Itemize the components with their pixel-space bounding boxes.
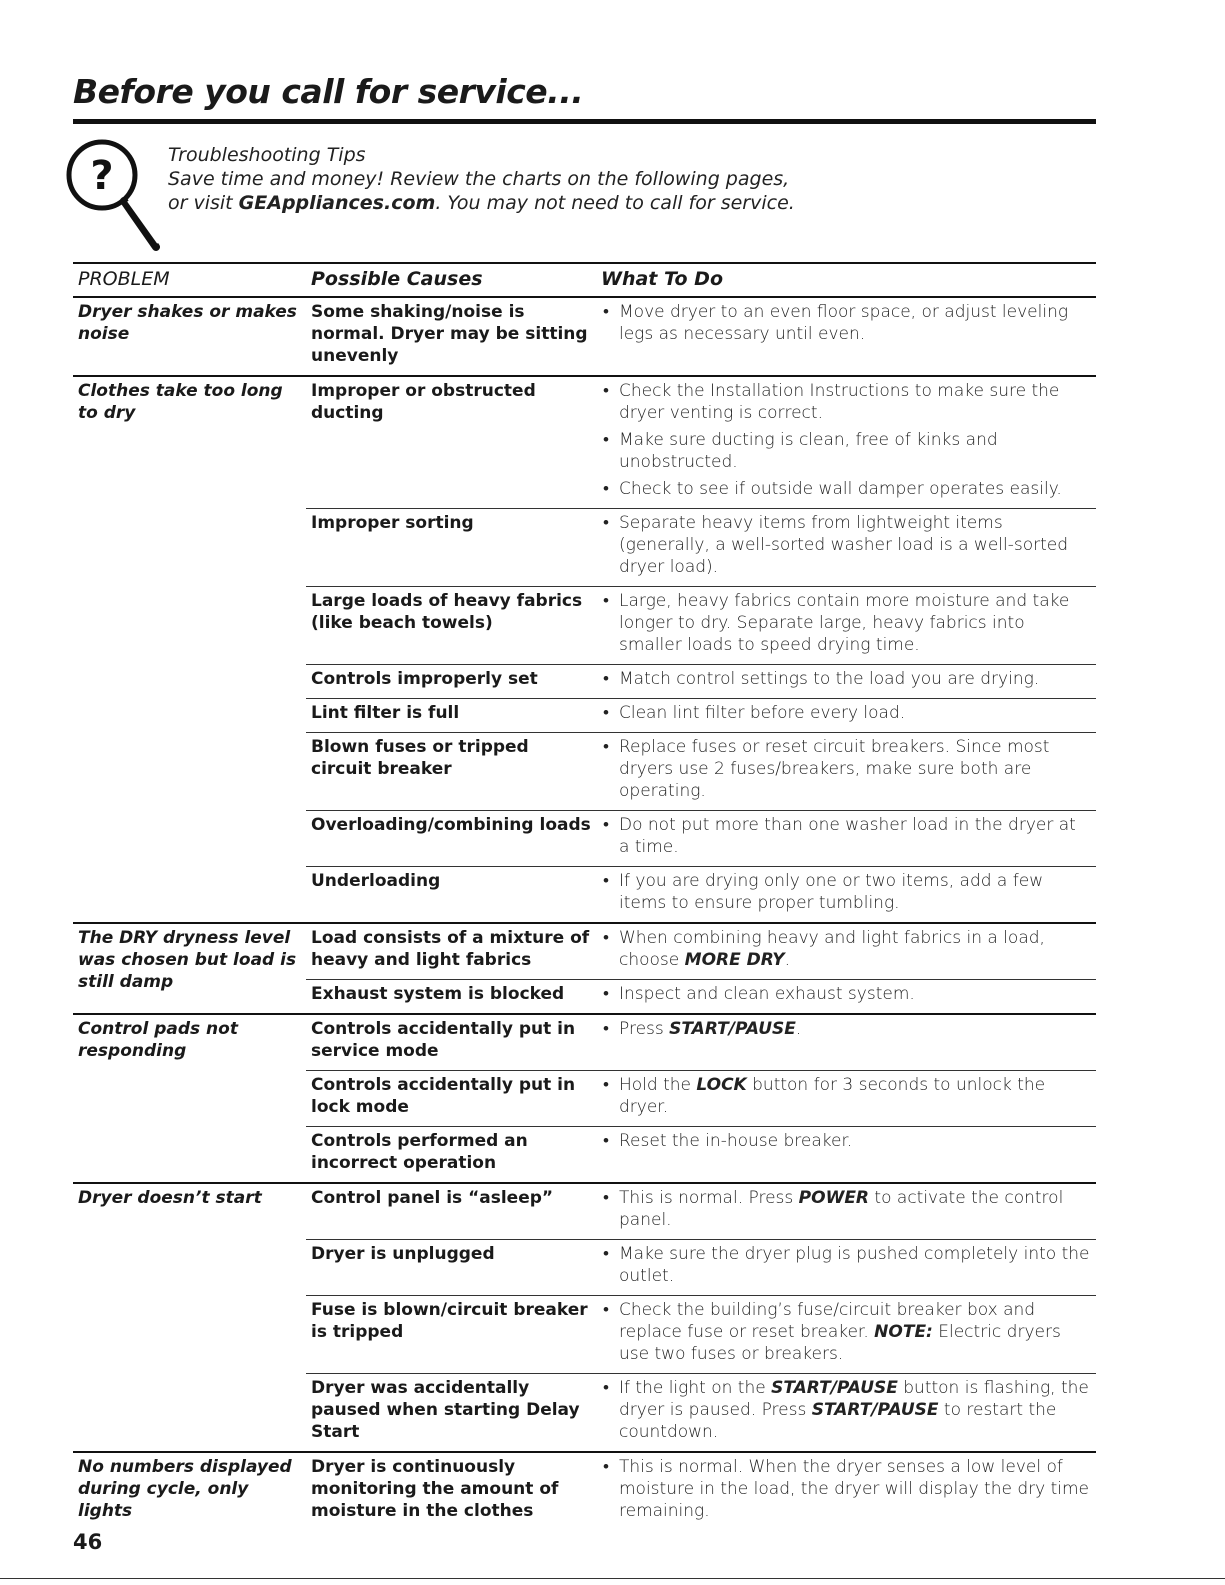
action-cell <box>596 587 1096 665</box>
action-cell <box>596 665 1096 699</box>
cause-cell: Overloading/combining loads <box>306 811 596 867</box>
cause-cell: Dryer is unplugged <box>306 1240 596 1296</box>
action-bullet: • When combining heavy and light fabrics in a load, choose MORE DRY. <box>601 927 1091 971</box>
action-cell <box>596 1127 1096 1184</box>
table-row <box>73 1014 1096 1071</box>
page-title: Before you call for service... <box>73 72 584 111</box>
page-number: 46 <box>73 1530 103 1554</box>
table-row <box>73 297 1096 376</box>
action-bullet: • Do not put more than one washer load in the dryer at a time. <box>601 814 1091 858</box>
emphasis-term: START/PAUSE <box>771 1378 898 1398</box>
cause-cell: Controls accidentally put in service mode <box>306 1014 596 1071</box>
table-row <box>73 1452 1096 1530</box>
cause-cell: Improper sorting <box>306 509 596 587</box>
cause-cell: Exhaust system is blocked <box>306 980 596 1015</box>
cause-cell: Large loads of heavy fabrics (like beach towels) <box>306 587 596 665</box>
column-header-causes: Possible Causes <box>306 263 596 297</box>
action-cell <box>596 811 1096 867</box>
table-row <box>73 923 1096 980</box>
problem-cell: Control pads not responding <box>73 1014 306 1183</box>
title-rule <box>73 119 1096 124</box>
cause-cell: Some shaking/noise is normal. Dryer may be sitting unevenly <box>306 297 596 376</box>
emphasis-term: NOTE: <box>874 1322 933 1342</box>
action-bullet: • Match control settings to the load you are drying. <box>601 668 1091 690</box>
intro-heading: Troubleshooting Tips <box>168 144 366 166</box>
action-bullet: • Make sure ducting is clean, free of kinks and unobstructed. <box>601 429 1091 473</box>
cause-cell: Controls performed an incorrect operation <box>306 1127 596 1184</box>
troubleshooting-intro <box>62 133 862 253</box>
action-bullet: • Move dryer to an even floor space, or adjust leveling legs as necessary until even. <box>601 301 1091 345</box>
action-cell <box>596 509 1096 587</box>
emphasis-term: MORE DRY <box>684 950 785 970</box>
action-bullet: • If you are drying only one or two items, add a few items to ensure proper tumbling. <box>601 870 1091 914</box>
intro-line-1: Save time and money! Review the charts on the following pages, <box>168 168 790 190</box>
problem-cell: The DRY dryness level was chosen but load is still damp <box>73 923 306 1014</box>
cause-cell: Improper or obstructed ducting <box>306 376 596 509</box>
cause-cell: Fuse is blown/circuit breaker is tripped <box>306 1296 596 1374</box>
action-bullet: • Large, heavy fabrics contain more moisture and take longer to dry. Separate large, heavy fabrics into smaller loads to speed drying time. <box>601 590 1091 656</box>
action-cell <box>596 1071 1096 1127</box>
intro-line-2: or visit GEAppliances.com. You may not need to call for service. <box>168 192 795 214</box>
cause-cell: Controls accidentally put in lock mode <box>306 1071 596 1127</box>
action-bullet: • This is normal. When the dryer senses a low level of moisture in the load, the dryer will display the dry time remaining. <box>601 1456 1091 1522</box>
action-cell <box>596 923 1096 980</box>
action-cell <box>596 376 1096 509</box>
action-bullet: • Hold the LOCK button for 3 seconds to unlock the dryer. <box>601 1074 1091 1118</box>
action-cell <box>596 1240 1096 1296</box>
emphasis-term: POWER <box>798 1188 870 1208</box>
cause-cell: Lint filter is full <box>306 699 596 733</box>
action-cell <box>596 733 1096 811</box>
table-row <box>73 376 1096 509</box>
cause-cell: Underloading <box>306 867 596 924</box>
cause-cell: Controls improperly set <box>306 665 596 699</box>
svg-text:?: ? <box>90 153 114 199</box>
problem-cell: Clothes take too long to dry <box>73 376 306 923</box>
cause-cell: Dryer is continuously monitoring the amount of moisture in the clothes <box>306 1452 596 1530</box>
troubleshooting-table <box>73 262 1096 1530</box>
action-bullet: • If the light on the START/PAUSE button is flashing, the dryer is paused. Press START/PAUSE to restart the countdown. <box>601 1377 1091 1443</box>
action-bullet: • Reset the in-house breaker. <box>601 1130 1091 1152</box>
bottom-rule <box>0 1578 1225 1579</box>
table-row <box>73 1183 1096 1240</box>
action-cell <box>596 699 1096 733</box>
emphasis-term: START/PAUSE <box>811 1400 939 1420</box>
action-cell <box>596 1183 1096 1240</box>
cause-cell: Dryer was accidentally paused when starting Delay Start <box>306 1374 596 1453</box>
action-cell <box>596 867 1096 924</box>
action-cell <box>596 980 1096 1015</box>
ge-appliances-link[interactable]: GEAppliances.com <box>238 192 436 214</box>
cause-cell: Control panel is “asleep” <box>306 1183 596 1240</box>
action-bullet: • Make sure the dryer plug is pushed completely into the outlet. <box>601 1243 1091 1287</box>
action-cell <box>596 1296 1096 1374</box>
column-header-problem: PROBLEM <box>73 263 306 297</box>
action-cell <box>596 1014 1096 1071</box>
emphasis-term: START/PAUSE <box>669 1019 796 1039</box>
action-bullet: • This is normal. Press POWER to activate the control panel. <box>601 1187 1091 1231</box>
column-header-what-to-do: What To Do <box>596 263 1096 297</box>
action-bullet: • Check to see if outside wall damper operates easily. <box>601 478 1091 500</box>
problem-cell: Dryer shakes or makes noise <box>73 297 306 376</box>
problem-cell: No numbers displayed during cycle, only lights <box>73 1452 306 1530</box>
action-bullet: • Replace fuses or reset circuit breakers. Since most dryers use 2 fuses/breakers, make sure both are operating. <box>601 736 1091 802</box>
action-cell <box>596 1374 1096 1453</box>
action-bullet: • Clean lint filter before every load. <box>601 702 1091 724</box>
magnifier-question-icon <box>62 133 162 251</box>
problem-cell: Dryer doesn’t start <box>73 1183 306 1452</box>
action-bullet: • Press START/PAUSE. <box>601 1018 1091 1040</box>
action-bullet: • Separate heavy items from lightweight items (generally, a well-sorted washer load is a well-sorted dryer load). <box>601 512 1091 578</box>
action-bullet: • Check the Installation Instructions to make sure the dryer venting is correct. <box>601 380 1091 424</box>
action-bullet: • Inspect and clean exhaust system. <box>601 983 1091 1005</box>
cause-cell: Blown fuses or tripped circuit breaker <box>306 733 596 811</box>
intro-text <box>168 143 795 215</box>
table-header-row <box>73 263 1096 297</box>
table-body <box>73 297 1096 1530</box>
emphasis-term: LOCK <box>696 1075 747 1095</box>
cause-cell: Load consists of a mixture of heavy and light fabrics <box>306 923 596 980</box>
action-cell <box>596 297 1096 376</box>
action-cell <box>596 1452 1096 1530</box>
action-bullet: • Check the building’s fuse/circuit breaker box and replace fuse or reset breaker. NOTE: Electric dryers use two fuses or breakers. <box>601 1299 1091 1365</box>
